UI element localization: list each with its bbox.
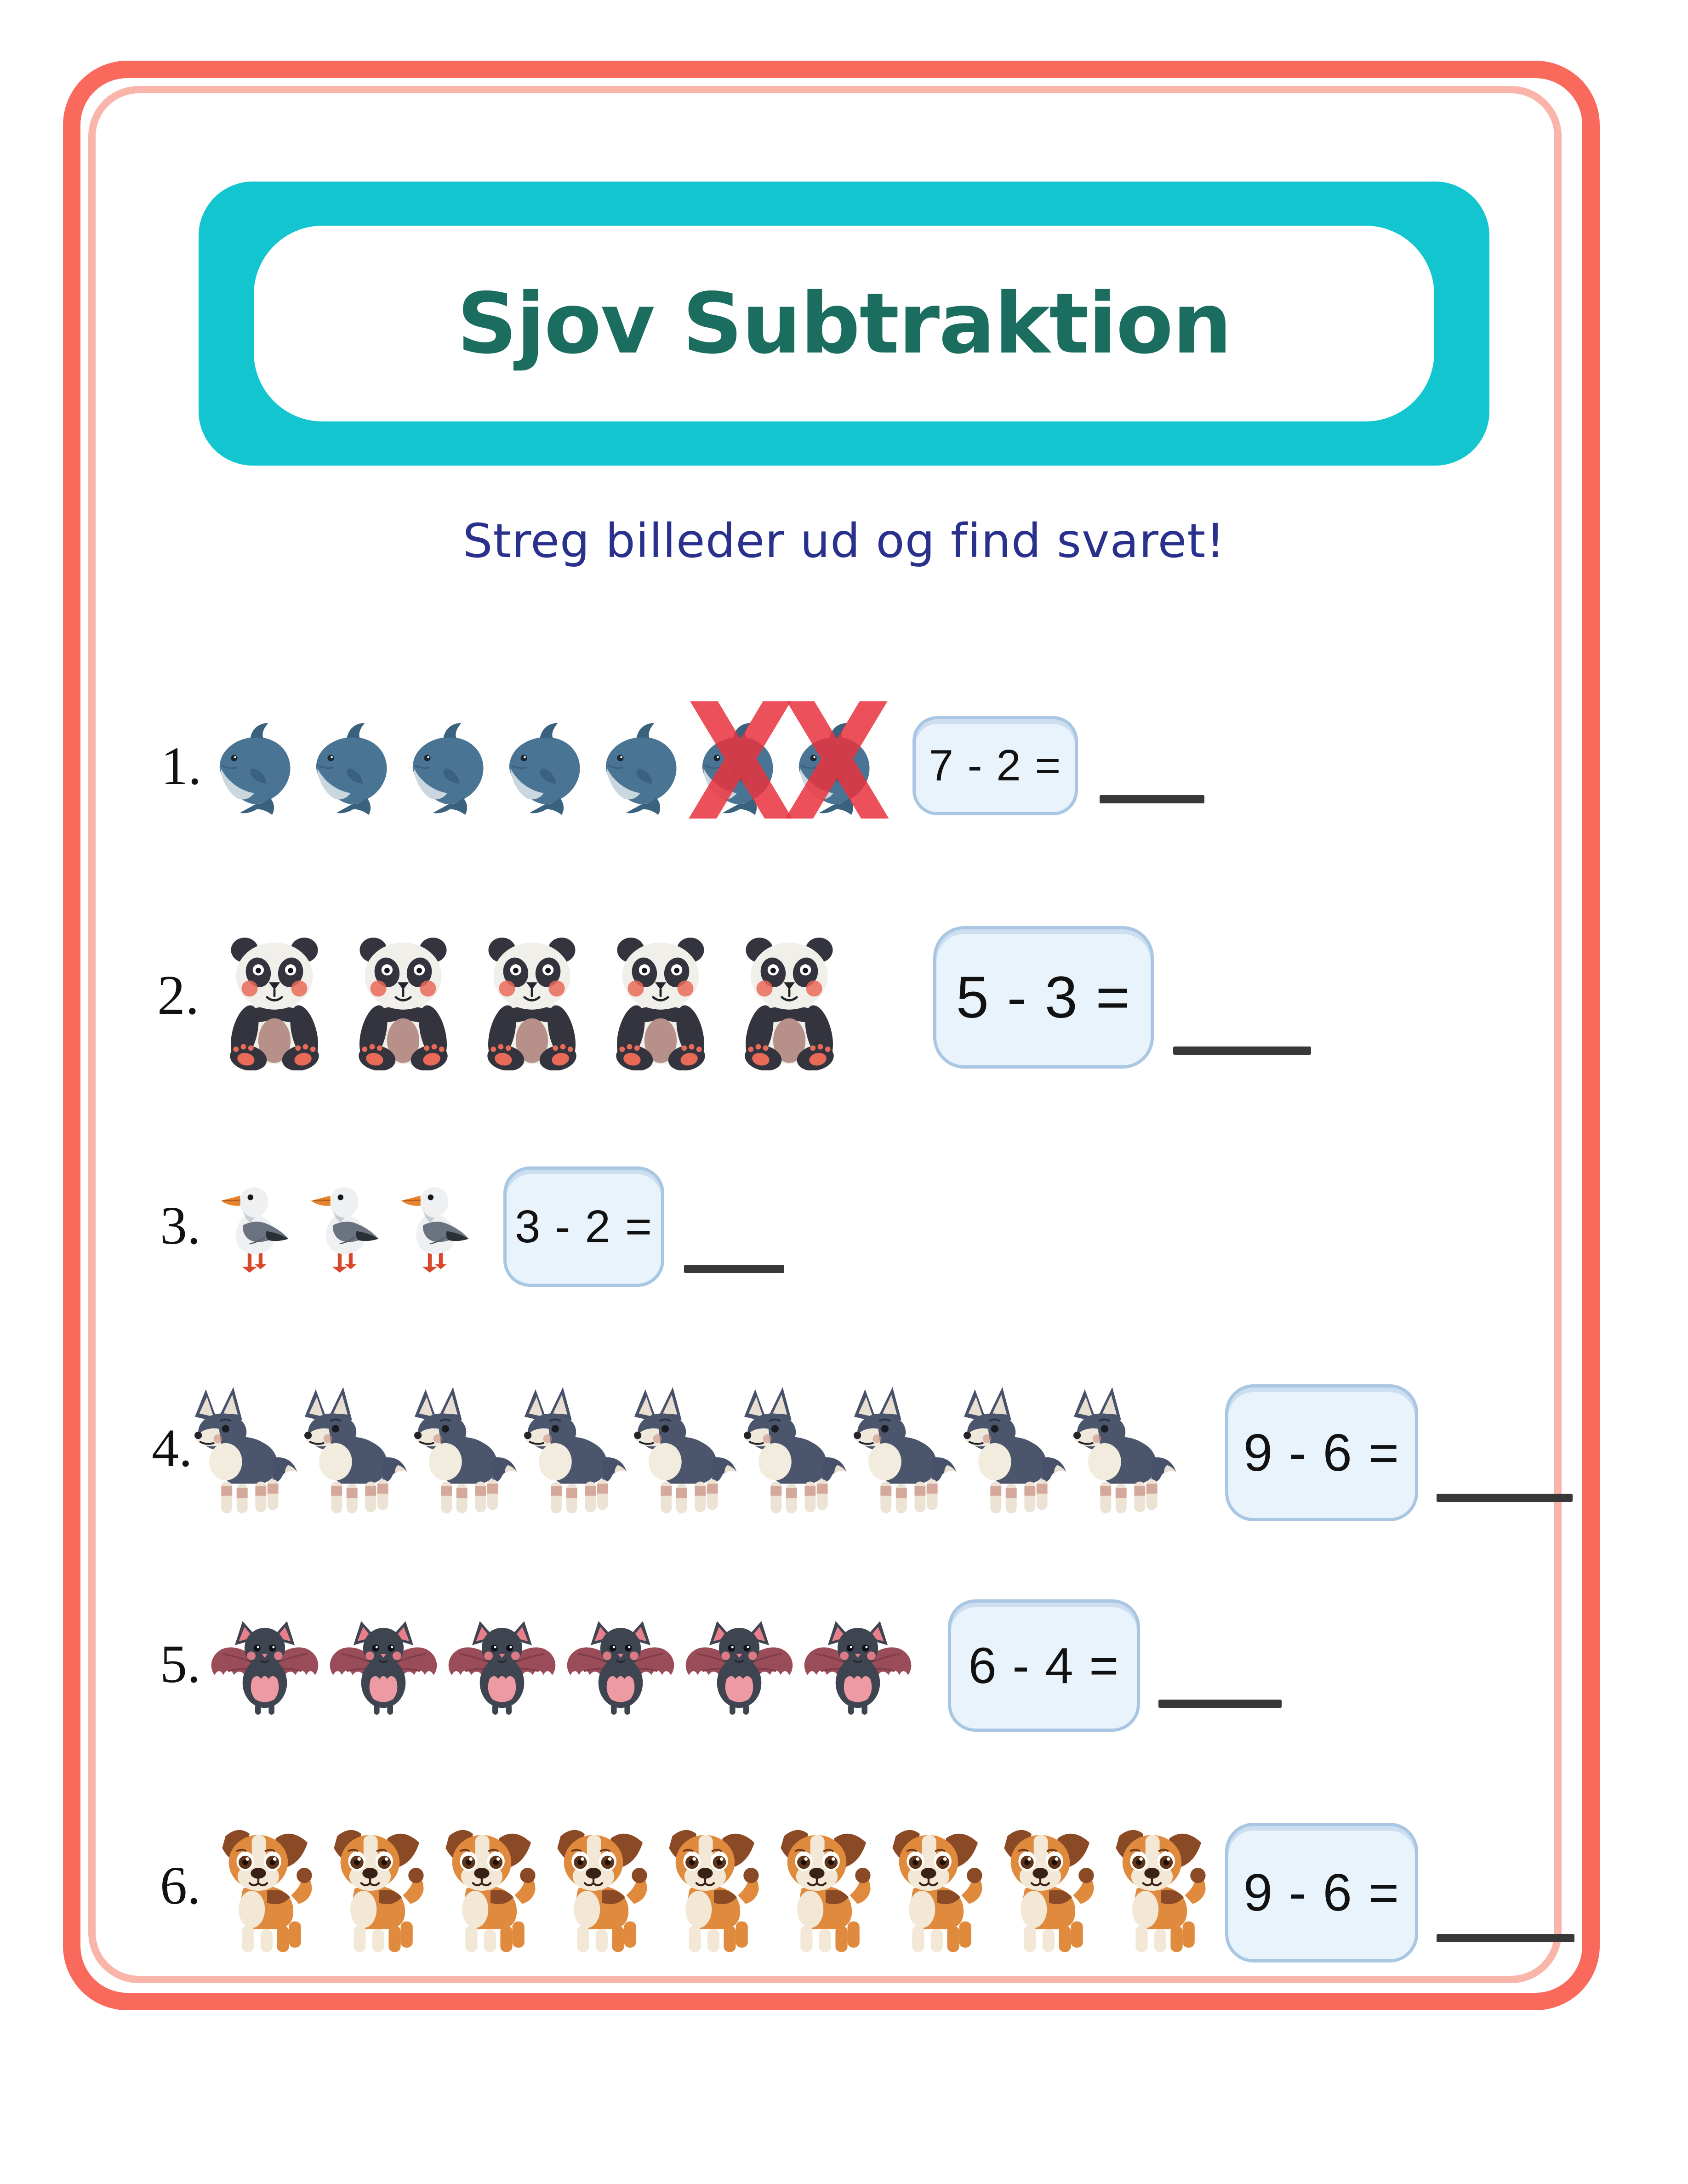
title-plate: [254, 226, 1434, 421]
answer-blank: [1100, 795, 1204, 803]
bat-icon: [207, 1614, 323, 1721]
wolf-icon: [629, 1386, 739, 1517]
dog-icon: [547, 1821, 657, 1954]
problem-number: 2.: [157, 964, 200, 1026]
bat-icon: [563, 1614, 679, 1721]
animal-group: [212, 1171, 477, 1278]
equation-box: [912, 716, 1078, 815]
animal-group: [211, 669, 892, 857]
problem-number: 3.: [160, 1195, 201, 1256]
bat-icon: [325, 1614, 441, 1721]
dog-icon: [659, 1821, 769, 1954]
dolphin-icon: [782, 669, 892, 857]
dog-icon: [883, 1821, 992, 1954]
animal-group: [212, 927, 851, 1070]
cross-out-x-icon: X: [686, 669, 795, 857]
panda-icon: [212, 927, 336, 1070]
dolphin-icon: [211, 721, 305, 816]
animal-group: [212, 1821, 1215, 1954]
equation-text: 3 - 2 =: [514, 1200, 653, 1252]
wolf-icon: [1068, 1386, 1178, 1517]
equation-text: 6 - 4 =: [968, 1637, 1120, 1694]
problem-row: [0, 921, 1688, 1073]
wolf-icon: [958, 1386, 1068, 1517]
dog-icon: [324, 1821, 433, 1954]
equation-text: 9 - 6 =: [1243, 1863, 1400, 1922]
page-title: Sjov Subtraktion: [456, 275, 1232, 372]
bat-icon: [681, 1614, 797, 1721]
answer-blank: [684, 1265, 784, 1273]
panda-icon: [470, 927, 594, 1070]
equation-box: [1225, 1384, 1418, 1521]
equation-box: [948, 1599, 1140, 1732]
animal-group: [189, 1386, 1178, 1517]
instructions-text: Streg billeder ud og find svaret!: [462, 514, 1226, 569]
problem-number: 6.: [160, 1855, 201, 1916]
problem-row: [0, 1598, 1688, 1732]
dog-icon: [212, 1821, 322, 1954]
wolf-icon: [849, 1386, 958, 1517]
seagull-icon: [393, 1171, 477, 1278]
animal-group: [207, 1614, 916, 1721]
equation-text: 7 - 2 =: [929, 741, 1062, 790]
answer-blank: [1437, 1934, 1574, 1942]
bat-icon: [444, 1614, 560, 1721]
seagull-icon: [302, 1171, 387, 1278]
dog-icon: [994, 1821, 1104, 1954]
dolphin-icon: [686, 669, 795, 857]
dolphin-icon: [307, 721, 402, 816]
dolphin-icon: [404, 721, 498, 816]
problem-number: 5.: [160, 1634, 201, 1694]
problem-row: [0, 1815, 1688, 1956]
problem-row: [0, 1158, 1688, 1289]
panda-icon: [599, 927, 723, 1070]
equation-text: 5 - 3 =: [956, 964, 1131, 1030]
dog-icon: [436, 1821, 545, 1954]
dog-icon: [1106, 1821, 1215, 1954]
title-banner: [199, 182, 1489, 466]
answer-blank: [1437, 1494, 1573, 1502]
panda-icon: [727, 927, 851, 1070]
wolf-icon: [189, 1386, 299, 1517]
cross-out-x-icon: X: [782, 669, 892, 857]
dog-icon: [771, 1821, 880, 1954]
answer-blank: [1173, 1046, 1311, 1055]
equation-box: [503, 1166, 664, 1287]
problem-number: 1.: [161, 736, 202, 796]
equation-box: [933, 926, 1154, 1069]
seagull-icon: [212, 1171, 297, 1278]
answer-blank: [1158, 1700, 1282, 1708]
dolphin-icon: [597, 721, 691, 816]
equation-box: [1225, 1823, 1418, 1962]
wolf-icon: [519, 1386, 629, 1517]
panda-icon: [341, 927, 465, 1070]
problem-number: 4.: [152, 1418, 193, 1478]
equation-text: 9 - 6 =: [1243, 1423, 1400, 1482]
wolf-icon: [409, 1386, 519, 1517]
bat-icon: [800, 1614, 916, 1721]
dolphin-icon: [500, 721, 595, 816]
problem-row: [0, 1379, 1688, 1517]
wolf-icon: [299, 1386, 409, 1517]
wolf-icon: [739, 1386, 849, 1517]
problem-row: [0, 669, 1688, 857]
